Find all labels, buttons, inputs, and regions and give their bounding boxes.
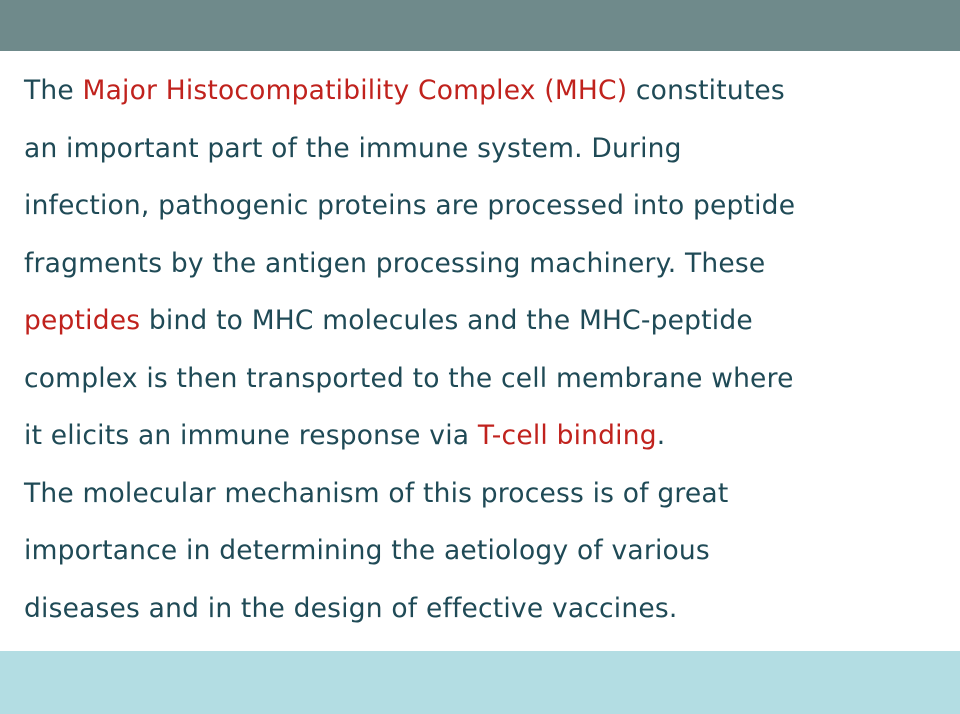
text-line [24, 580, 944, 638]
text-segment: infection, pathogenic proteins are processed into peptide [24, 190, 796, 221]
text-line [24, 292, 944, 350]
slide-body-text [24, 62, 944, 637]
text-line [24, 235, 944, 293]
text-line [24, 62, 944, 120]
text-segment: The [24, 75, 83, 106]
text-line [24, 407, 944, 465]
top-header-bar [0, 0, 960, 51]
text-segment: an important part of the immune system. During [24, 132, 682, 164]
highlighted-term: T-cell binding [477, 420, 657, 451]
text-segment: diseases and in the design of effective vaccines. [24, 592, 678, 624]
highlighted-term: peptides [24, 305, 141, 336]
text-segment: constitutes [627, 75, 785, 106]
text-line [24, 522, 944, 580]
text-segment: bind to MHC molecules and the MHC-peptide [140, 305, 753, 336]
text-segment: it elicits an immune response via [24, 420, 478, 451]
text-line [24, 350, 944, 408]
highlighted-term: Major Histocompatibility Complex (MHC) [82, 75, 628, 106]
text-segment: . [656, 420, 666, 451]
text-segment: importance in determining the aetiology of various [24, 535, 710, 566]
text-segment: fragments by the antigen processing machinery. These [24, 247, 766, 279]
text-line [24, 465, 944, 523]
bottom-footer-bar [0, 651, 960, 714]
text-line [24, 120, 944, 178]
text-line [24, 177, 944, 235]
text-segment: complex is then transported to the cell membrane where [24, 362, 794, 394]
text-segment: The molecular mechanism of this process is of great [24, 477, 729, 509]
